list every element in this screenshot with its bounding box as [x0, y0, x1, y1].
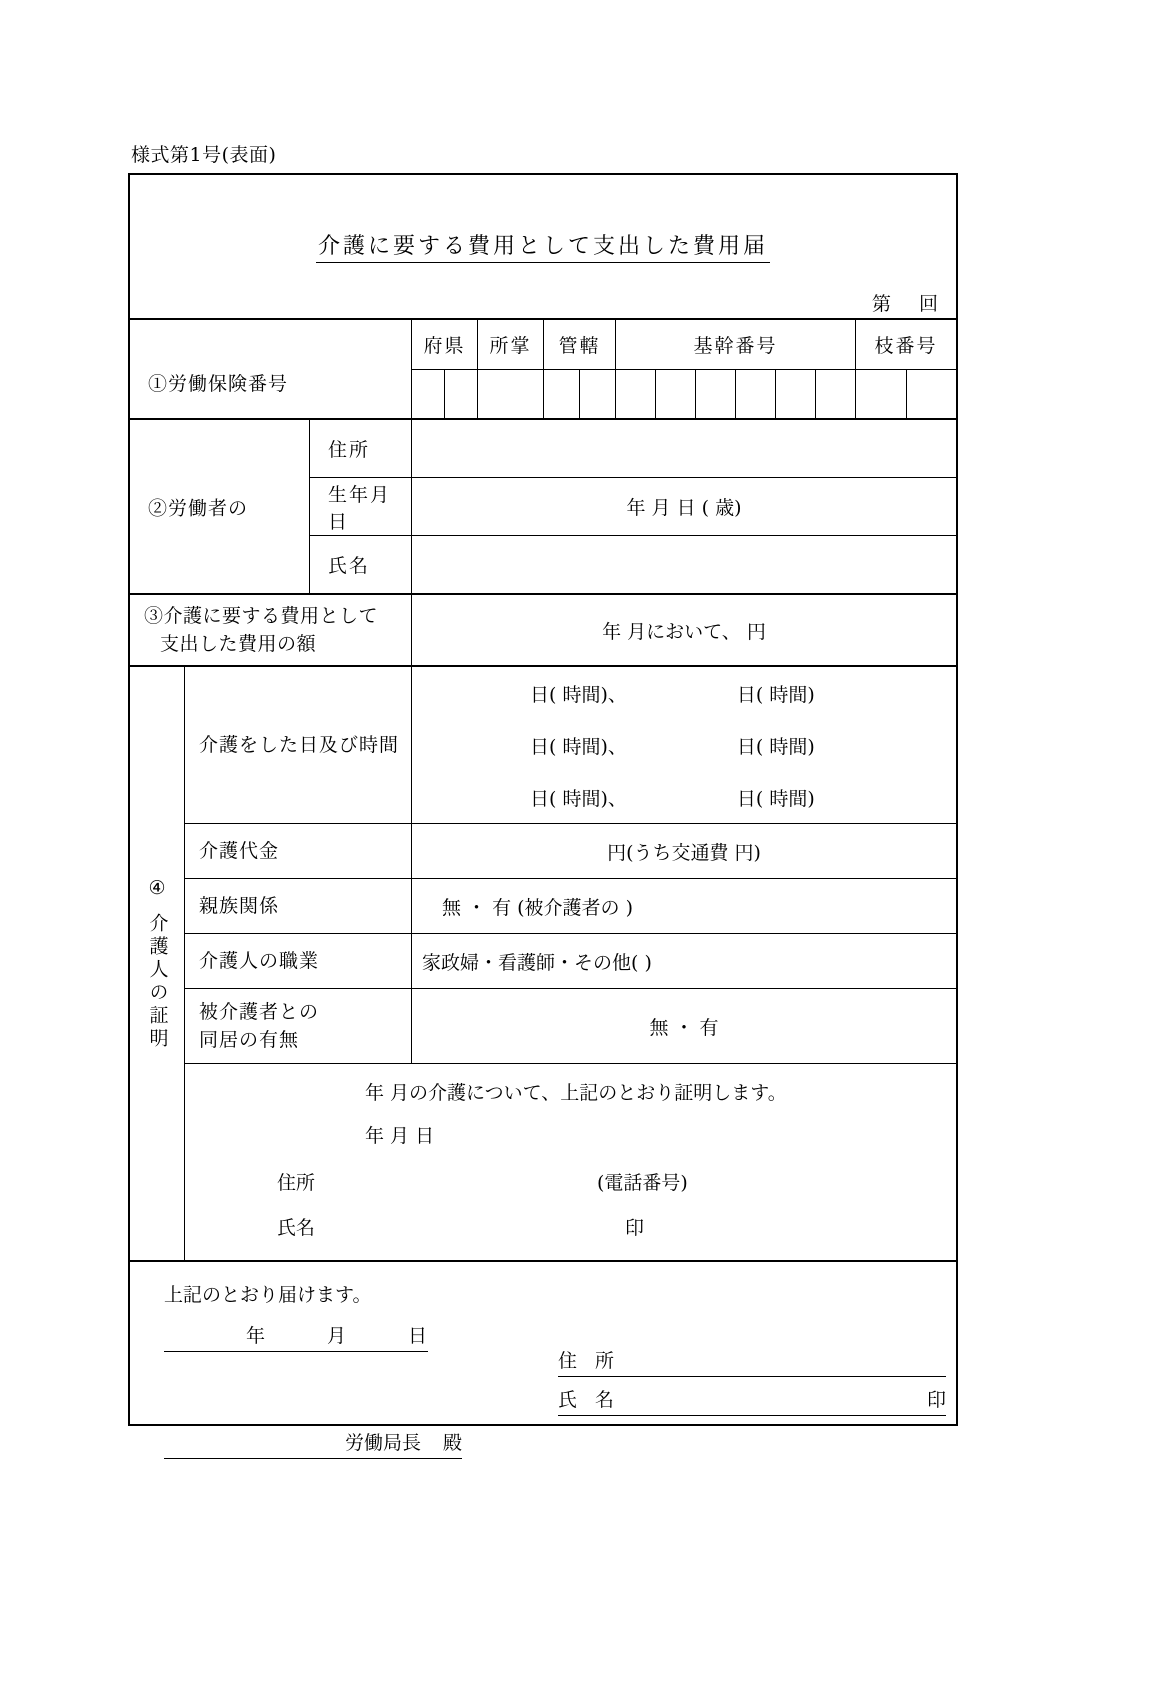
certifier-name-line [185, 1219, 956, 1238]
document-title-text: 介護に要する費用として支出した費用届 [316, 234, 770, 263]
section3-value-template: 年 月において、 円 [602, 620, 766, 643]
caregiver-job-field[interactable] [412, 934, 956, 988]
kinship-row [185, 879, 956, 934]
section-expenditure-amount [130, 595, 956, 667]
cohabitation-options: 無 ・ 有 [649, 1016, 719, 1039]
section3-label [130, 602, 378, 659]
declaration-day-label: 日 [408, 1325, 428, 1347]
form-outer-frame [128, 173, 958, 1454]
submitter-name-label: 氏 名 [558, 1389, 621, 1411]
section3-label-line2: 支出した費用の額 [160, 633, 317, 655]
section3-value-cell[interactable] [412, 595, 956, 665]
submission-counter [872, 289, 940, 316]
insurance-digit-box[interactable] [856, 370, 907, 418]
counter-dai-label: 第 [871, 293, 893, 315]
care-fee-label: 介護代金 [185, 824, 412, 878]
certification-date[interactable]: 年 月 日 [365, 1125, 435, 1147]
form-code: 様式第1号(表面) [131, 144, 277, 166]
section1-label: ①労働保険番号 [148, 373, 289, 395]
submitter-address-line[interactable] [558, 1346, 946, 1377]
worker-address-row [310, 420, 956, 478]
kinship-label: 親族関係 [185, 879, 412, 933]
care-day-left: 日( 時間)、 [530, 787, 627, 810]
section1-label-cell [130, 320, 412, 418]
insurance-digit-box[interactable] [696, 370, 736, 418]
insurance-number-inputs [412, 370, 956, 418]
care-days-label: 介護をした日及び時間 [185, 667, 412, 823]
worker-birthdate-field[interactable] [412, 478, 956, 535]
insurance-digit-box[interactable] [412, 370, 445, 418]
insurance-digit-box[interactable] [445, 370, 477, 418]
caregiver-job-row [185, 934, 956, 989]
group-kikan-cells [616, 370, 856, 418]
cohabitation-row [185, 989, 956, 1064]
insurance-digit-box[interactable] [544, 370, 580, 418]
care-day-left: 日( 時間)、 [530, 735, 627, 758]
section3-label-line1: ③介護に要する費用として [144, 604, 379, 627]
section2-label: ②労働者の [148, 497, 249, 519]
section-caregiver-certification [130, 667, 956, 1262]
worker-name-row [310, 536, 956, 593]
worker-rows [310, 420, 956, 593]
insurance-number-headers [412, 320, 956, 370]
section4-rows [185, 667, 956, 1260]
submitter-stamp-label: 印 [926, 1389, 946, 1411]
cohabitation-label [185, 989, 412, 1063]
header-shosho: 所掌 [478, 320, 544, 369]
section3-label-cell [130, 595, 412, 665]
declaration-text: 上記のとおり届けます。 [164, 1284, 372, 1306]
worker-birthdate-template: 年 月 日 ( 歳) [626, 497, 742, 519]
insurance-number-groups [412, 320, 956, 418]
insurance-digit-box[interactable] [816, 370, 855, 418]
declaration-footer [130, 1262, 956, 1454]
insurance-digit-box[interactable] [736, 370, 776, 418]
group-fuken-cells [412, 370, 478, 418]
bureau-label: 労働局長 [344, 1432, 421, 1454]
group-shosho-cells [478, 370, 544, 418]
group-kankatsu-cells [544, 370, 616, 418]
certifier-address-label: 住所 [277, 1172, 316, 1194]
certifier-address-line [185, 1174, 956, 1193]
insurance-digit-box[interactable] [656, 370, 696, 418]
care-fee-template: 円(うち交通費 円) [607, 841, 761, 864]
group-eda-cells [856, 370, 956, 418]
certification-statement: 年 月の介護について、上記のとおり証明します。 [365, 1082, 787, 1104]
header-kikan-bango: 基幹番号 [616, 320, 856, 369]
care-day-line [412, 771, 956, 823]
submitter-name-line[interactable] [558, 1385, 946, 1416]
insurance-digit-box[interactable] [776, 370, 816, 418]
certifier-name-label: 氏名 [277, 1217, 316, 1239]
cohabitation-label-line1: 被介護者との [199, 1000, 320, 1023]
care-day-line [412, 719, 956, 771]
worker-name-label: 氏名 [310, 536, 412, 593]
insurance-digit-box[interactable] [478, 370, 543, 418]
insurance-digit-box[interactable] [907, 370, 957, 418]
insurance-digit-box[interactable] [580, 370, 615, 418]
header-eda-bango: 枝番号 [874, 335, 938, 357]
certifier-stamp-label: 印 [625, 1217, 645, 1239]
declaration-date[interactable] [164, 1321, 428, 1352]
declaration-year-label: 年 [246, 1325, 266, 1347]
care-fee-field[interactable] [412, 824, 956, 878]
bureau-line[interactable] [164, 1428, 462, 1459]
caregiver-job-label: 介護人の職業 [185, 934, 412, 988]
care-day-line [412, 667, 956, 719]
worker-birthdate-label: 生年月日 [310, 478, 412, 535]
care-days-fields[interactable] [412, 667, 956, 823]
cohabitation-field[interactable] [412, 989, 956, 1063]
worker-birthdate-row [310, 478, 956, 536]
section2-label-cell [130, 420, 310, 593]
care-day-right: 日( 時間) [736, 787, 815, 810]
submitter-address-label: 住 所 [558, 1350, 621, 1372]
care-fee-row [185, 824, 956, 879]
section-labour-insurance-number [130, 320, 956, 420]
kinship-field[interactable] [412, 879, 956, 933]
cohabitation-label-line2: 同居の有無 [199, 1029, 300, 1051]
document-title [130, 229, 956, 260]
section4-number: ④ [148, 876, 166, 899]
section-worker [130, 420, 956, 595]
worker-name-field[interactable] [412, 536, 956, 593]
caregiver-job-options: 家政婦・看護師・その他( ) [422, 951, 652, 974]
title-block [130, 175, 956, 320]
insurance-digit-box[interactable] [616, 370, 656, 418]
section4-vertical-label-cell [130, 667, 185, 1260]
counter-kai-label: 回 [918, 293, 940, 315]
certification-block [185, 1064, 956, 1260]
declaration-month-label: 月 [327, 1325, 347, 1347]
worker-address-field[interactable] [412, 420, 956, 477]
header-kankatsu: 管轄 [544, 320, 616, 369]
bureau-honorific: 殿 [442, 1432, 462, 1454]
kinship-options: 無 ・ 有 (被介護者の ) [442, 896, 633, 919]
care-day-right: 日( 時間) [736, 735, 815, 758]
care-day-left: 日( 時間)、 [530, 683, 627, 706]
care-days-row [185, 667, 956, 824]
header-fuken: 府県 [412, 320, 478, 369]
care-day-right: 日( 時間) [736, 683, 815, 706]
certifier-phone-label: (電話番号) [597, 1172, 688, 1194]
worker-address-label: 住所 [310, 420, 412, 477]
section4-vertical-label: 介護人の証明 [146, 912, 169, 1051]
